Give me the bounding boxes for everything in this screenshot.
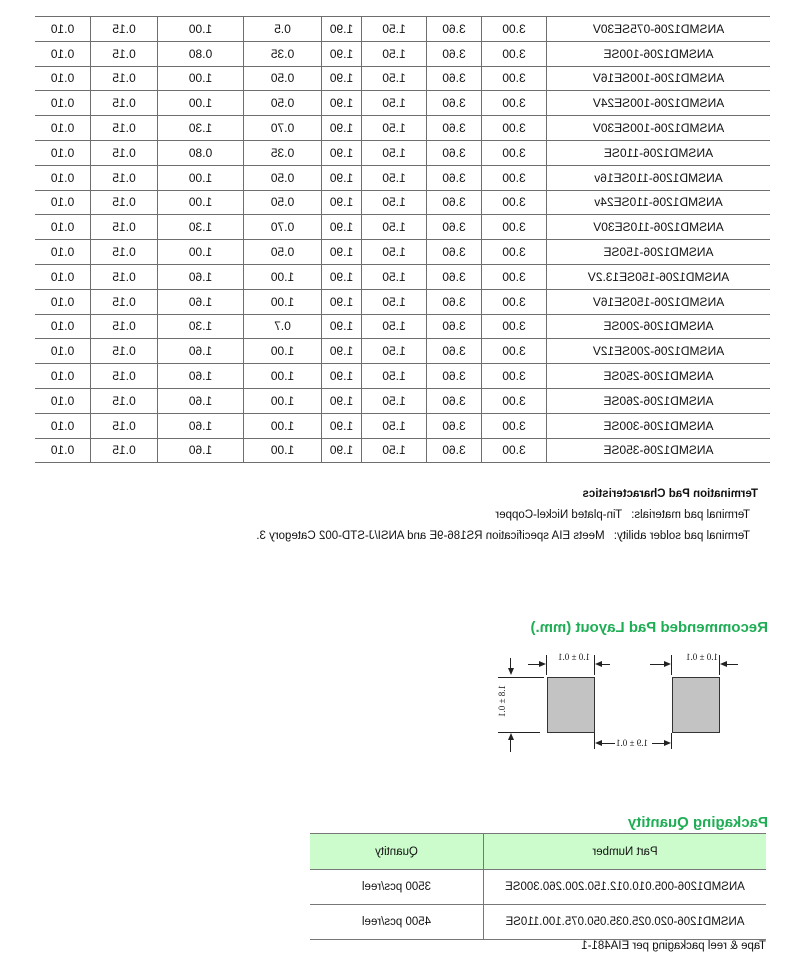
value-cell: 1.50: [362, 438, 427, 463]
value-cell: 3.00: [482, 264, 547, 289]
value-cell: 0.15: [91, 215, 158, 240]
part-number-cell: ANSMD1206-110SE24v: [547, 190, 771, 215]
value-cell: 3.60: [427, 438, 482, 463]
value-cell: 1.50: [362, 17, 427, 42]
value-cell: 0.70: [244, 116, 322, 141]
value-cell: 1.90: [322, 91, 362, 116]
value-cell: 1.90: [322, 165, 362, 190]
pad-right: [547, 677, 595, 733]
table-row: [35, 413, 770, 438]
value-cell: 1.00: [244, 413, 322, 438]
part-number-cell: ANSMD1206-005.010.012.150.200.260.300SE: [484, 870, 767, 905]
value-cell: 0.15: [91, 264, 158, 289]
table-row: [35, 264, 770, 289]
table-row: [35, 116, 770, 141]
value-cell: 1.00: [244, 289, 322, 314]
value-cell: 1.50: [362, 165, 427, 190]
value-cell: 1.60: [158, 264, 244, 289]
value-cell: 3.00: [482, 314, 547, 339]
table-row: [35, 438, 770, 463]
value-cell: 1.50: [362, 364, 427, 389]
value-cell: 0.35: [244, 41, 322, 66]
part-number-cell: ANSMD1206-200SE: [547, 314, 771, 339]
table-row: [35, 17, 770, 42]
table-row: [35, 339, 770, 364]
value-cell: 0.5: [244, 17, 322, 42]
table-row: [35, 388, 770, 413]
value-cell: 1.90: [322, 264, 362, 289]
value-cell: 0.10: [35, 438, 91, 463]
part-number-cell: ANSMD1206-150SE: [547, 240, 771, 265]
value-cell: 3.60: [427, 388, 482, 413]
value-cell: 3.60: [427, 190, 482, 215]
value-cell: 1.00: [158, 240, 244, 265]
value-cell: 3.00: [482, 41, 547, 66]
spec-table: [35, 16, 770, 463]
value-cell: 0.15: [91, 165, 158, 190]
value-cell: 3.00: [482, 190, 547, 215]
value-cell: 1.50: [362, 116, 427, 141]
value-cell: 1.90: [322, 41, 362, 66]
value-cell: 3.00: [482, 165, 547, 190]
value-cell: 0.15: [91, 364, 158, 389]
value-cell: 1.60: [158, 339, 244, 364]
value-cell: 3.00: [482, 364, 547, 389]
value-cell: 3.60: [427, 165, 482, 190]
value-cell: 3.60: [427, 17, 482, 42]
value-cell: 1.90: [322, 339, 362, 364]
value-cell: 3.60: [427, 41, 482, 66]
value-cell: 1.60: [158, 289, 244, 314]
table-row: [35, 165, 770, 190]
value-cell: 0.15: [91, 190, 158, 215]
table-row: [310, 905, 766, 940]
value-cell: 1.30: [158, 215, 244, 240]
value-cell: 0.10: [35, 413, 91, 438]
value-cell: 1.30: [158, 116, 244, 141]
value-cell: 1.90: [322, 438, 362, 463]
value-cell: 1.50: [362, 240, 427, 265]
value-cell: 3.60: [427, 240, 482, 265]
pad-layout-diagram: [480, 640, 780, 770]
part-number-cell: ANSMD1206-100SE24V: [547, 91, 771, 116]
value-cell: 0.15: [91, 388, 158, 413]
value-cell: 1.60: [158, 364, 244, 389]
value-cell: 3.60: [427, 314, 482, 339]
value-cell: 0.50: [244, 91, 322, 116]
value-cell: 1.90: [322, 413, 362, 438]
table-row: [35, 91, 770, 116]
pad-layout-title: Recommended Pad Layout (mm.): [530, 619, 768, 636]
value-cell: 1.90: [322, 140, 362, 165]
header-quantity: Quantity: [310, 834, 484, 870]
value-cell: 1.60: [158, 438, 244, 463]
quantity-cell: 3500 pcs/reel: [310, 870, 484, 905]
part-number-cell: ANSMD1206-300SE: [547, 413, 771, 438]
pad-width-right-label: 1.0 ± 0.1: [558, 652, 590, 662]
value-cell: 3.00: [482, 289, 547, 314]
value-cell: 0.50: [244, 240, 322, 265]
value-cell: 1.50: [362, 413, 427, 438]
value-cell: 1.00: [244, 264, 322, 289]
value-cell: 3.00: [482, 438, 547, 463]
value-cell: 1.50: [362, 66, 427, 91]
value-cell: 0.15: [91, 289, 158, 314]
value-cell: 1.00: [244, 339, 322, 364]
value-cell: 3.00: [482, 215, 547, 240]
value-cell: 3.00: [482, 388, 547, 413]
value-cell: 1.50: [362, 264, 427, 289]
part-number-cell: ANSMD1206-075SE30V: [547, 17, 771, 42]
value-cell: 0.10: [35, 190, 91, 215]
header-part-number: Part Number: [484, 834, 767, 870]
value-cell: 0.50: [244, 66, 322, 91]
value-cell: 0.7: [244, 314, 322, 339]
part-number-cell: ANSMD1206-110SE16v: [547, 165, 771, 190]
value-cell: 1.50: [362, 190, 427, 215]
value-cell: 1.90: [322, 314, 362, 339]
value-cell: 0.10: [35, 264, 91, 289]
value-cell: 1.00: [158, 165, 244, 190]
packaging-note: Tape & reel packaging per EIA481-1: [581, 940, 766, 952]
value-cell: 1.50: [362, 140, 427, 165]
value-cell: 0.10: [35, 215, 91, 240]
value-cell: 0.15: [91, 240, 158, 265]
value-cell: 3.00: [482, 339, 547, 364]
value-cell: 3.60: [427, 264, 482, 289]
table-row: [310, 870, 766, 905]
table-row: [35, 289, 770, 314]
value-cell: 0.10: [35, 17, 91, 42]
pad-solder-label: Terminal pad solder ability:: [613, 530, 750, 542]
value-cell: 1.00: [158, 91, 244, 116]
value-cell: 1.00: [158, 190, 244, 215]
termination-title: Termination Pad Characteristics: [582, 488, 758, 500]
value-cell: 0.35: [244, 140, 322, 165]
pad-materials-value: Tin-plated Nickel-Copper: [495, 509, 623, 521]
value-cell: 1.90: [322, 17, 362, 42]
value-cell: 0.15: [91, 438, 158, 463]
part-number-cell: ANSMD1206-110SE30V: [547, 215, 771, 240]
pad-materials-line: [256, 509, 750, 521]
part-number-cell: ANSMD1206-110SE: [547, 140, 771, 165]
packaging-table: [310, 833, 766, 940]
value-cell: 1.90: [322, 364, 362, 389]
value-cell: 0.10: [35, 240, 91, 265]
value-cell: 1.50: [362, 388, 427, 413]
value-cell: 0.80: [158, 140, 244, 165]
value-cell: 3.60: [427, 66, 482, 91]
value-cell: 0.10: [35, 41, 91, 66]
value-cell: 0.10: [35, 314, 91, 339]
value-cell: 1.90: [322, 289, 362, 314]
part-number-cell: ANSMD1206-200SE12V: [547, 339, 771, 364]
table-row: [35, 41, 770, 66]
value-cell: 3.60: [427, 116, 482, 141]
value-cell: 3.00: [482, 66, 547, 91]
value-cell: 0.80: [158, 41, 244, 66]
value-cell: 1.50: [362, 215, 427, 240]
value-cell: 1.50: [362, 289, 427, 314]
pad-left: [672, 677, 720, 733]
table-row: [35, 314, 770, 339]
value-cell: 0.10: [35, 289, 91, 314]
value-cell: 0.10: [35, 116, 91, 141]
pad-gap-label: 1.9 ± 0.1: [616, 738, 648, 748]
value-cell: 0.15: [91, 66, 158, 91]
value-cell: 0.50: [244, 165, 322, 190]
value-cell: 3.60: [427, 91, 482, 116]
value-cell: 1.90: [322, 66, 362, 91]
table-row: [35, 240, 770, 265]
packaging-header-row: [310, 834, 766, 870]
value-cell: 0.10: [35, 91, 91, 116]
value-cell: 3.60: [427, 339, 482, 364]
value-cell: 1.00: [158, 17, 244, 42]
value-cell: 3.60: [427, 215, 482, 240]
part-number-cell: ANSMD1206-260SE: [547, 388, 771, 413]
pad-height-label: 1.8 ± 0.1: [497, 685, 507, 717]
value-cell: 1.90: [322, 215, 362, 240]
pad-width-left-label: 1.0 ± 0.1: [686, 652, 718, 662]
value-cell: 0.15: [91, 314, 158, 339]
part-number-cell: ANSMD1206-020.025.035.050.075.100.110SE: [484, 905, 767, 940]
value-cell: 1.60: [158, 413, 244, 438]
value-cell: 3.60: [427, 364, 482, 389]
packaging-title: Packaging Quantity: [627, 814, 768, 831]
value-cell: 0.10: [35, 364, 91, 389]
value-cell: 1.90: [322, 240, 362, 265]
value-cell: 1.30: [158, 314, 244, 339]
table-row: [35, 215, 770, 240]
value-cell: 1.00: [244, 364, 322, 389]
value-cell: 3.00: [482, 140, 547, 165]
pad-solder-line: [256, 530, 750, 542]
value-cell: 3.00: [482, 17, 547, 42]
value-cell: 0.50: [244, 190, 322, 215]
value-cell: 1.00: [244, 438, 322, 463]
value-cell: 1.90: [322, 388, 362, 413]
value-cell: 0.15: [91, 413, 158, 438]
value-cell: 1.00: [244, 388, 322, 413]
part-number-cell: ANSMD1206-350SE: [547, 438, 771, 463]
value-cell: 0.15: [91, 91, 158, 116]
termination-section: [256, 488, 758, 551]
value-cell: 1.50: [362, 91, 427, 116]
value-cell: 0.10: [35, 165, 91, 190]
value-cell: 0.10: [35, 339, 91, 364]
value-cell: 0.15: [91, 140, 158, 165]
value-cell: 1.90: [322, 116, 362, 141]
value-cell: 3.00: [482, 91, 547, 116]
value-cell: 1.00: [158, 66, 244, 91]
value-cell: 1.50: [362, 41, 427, 66]
part-number-cell: ANSMD1206-100SE: [547, 41, 771, 66]
value-cell: 3.00: [482, 240, 547, 265]
part-number-cell: ANSMD1206-150SE16V: [547, 289, 771, 314]
value-cell: 3.60: [427, 289, 482, 314]
value-cell: 3.00: [482, 116, 547, 141]
quantity-cell: 4500 pcs/reel: [310, 905, 484, 940]
table-row: [35, 190, 770, 215]
table-row: [35, 66, 770, 91]
value-cell: 0.15: [91, 41, 158, 66]
value-cell: 0.15: [91, 17, 158, 42]
value-cell: 0.10: [35, 140, 91, 165]
value-cell: 1.60: [158, 388, 244, 413]
part-number-cell: ANSMD1206-100SE30V: [547, 116, 771, 141]
pad-solder-value: Meets EIA specification RS186-9E and ANSI/J-STD-002 Category 3.: [256, 530, 605, 542]
value-cell: 1.50: [362, 339, 427, 364]
value-cell: 1.90: [322, 190, 362, 215]
part-number-cell: ANSMD1206-150SE13.2V: [547, 264, 771, 289]
value-cell: 3.00: [482, 413, 547, 438]
pad-materials-label: Terminal pad materials:: [631, 509, 750, 521]
part-number-cell: ANSMD1206-250SE: [547, 364, 771, 389]
value-cell: 0.15: [91, 339, 158, 364]
table-row: [35, 364, 770, 389]
value-cell: 0.70: [244, 215, 322, 240]
part-number-cell: ANSMD1206-100SE16V: [547, 66, 771, 91]
value-cell: 0.10: [35, 66, 91, 91]
table-row: [35, 140, 770, 165]
value-cell: 3.60: [427, 413, 482, 438]
value-cell: 0.10: [35, 388, 91, 413]
value-cell: 3.60: [427, 140, 482, 165]
value-cell: 0.15: [91, 116, 158, 141]
value-cell: 1.50: [362, 314, 427, 339]
